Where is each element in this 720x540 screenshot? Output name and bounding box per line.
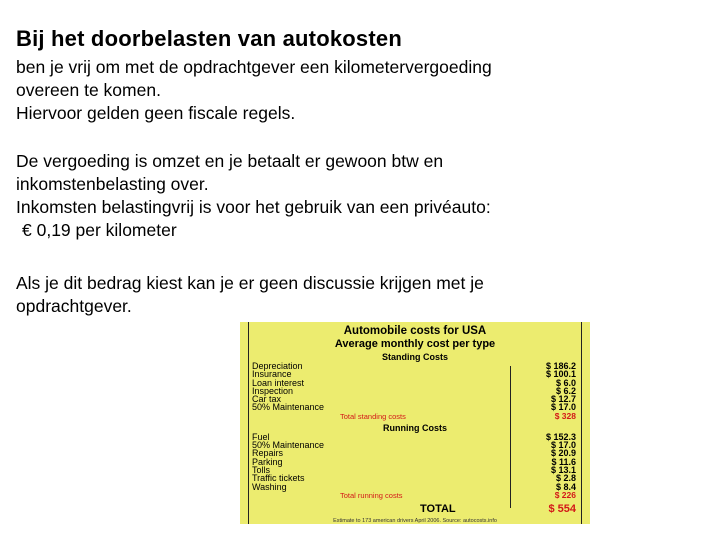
automobile-costs-table (240, 322, 590, 524)
running-costs-rows (240, 433, 590, 491)
cost-label: Traffic tickets (252, 473, 305, 484)
table-title: Automobile costs for USA (343, 325, 487, 337)
cost-label: Car tax (252, 394, 282, 405)
grid-line (510, 366, 511, 508)
table-row (240, 483, 590, 491)
rate-per-km: € 0,19 per kilometer (22, 220, 177, 240)
running-total-value: $ 226 (554, 489, 576, 500)
table-row (240, 362, 590, 370)
cost-value: $ 17.0 (550, 440, 576, 451)
cost-label: 50% Maintenance (252, 440, 325, 451)
paragraph-free-agreement (16, 56, 492, 125)
text-line: ben je vrij om met de opdrachtgever een kilometervergoeding (16, 57, 492, 77)
cost-value: $ 17.0 (550, 402, 576, 413)
running-total-row (240, 491, 590, 500)
text-line: overeen te komen. (16, 80, 161, 100)
cost-value: $ 100.1 (545, 369, 576, 380)
cost-value: $ 20.9 (550, 448, 576, 459)
cost-label: Loan interest (252, 377, 305, 388)
table-row (240, 403, 590, 411)
cost-label: Inspection (252, 385, 294, 396)
cost-value: $ 152.3 (545, 431, 576, 442)
cost-label: Insurance (252, 369, 292, 380)
standing-total-label: Total standing costs (340, 411, 406, 421)
table-row (240, 458, 590, 466)
text-line: inkomstenbelasting over. (16, 174, 209, 194)
paragraph-vat-income (16, 150, 491, 242)
slide-title: Bij het doorbelasten van autokosten (16, 26, 402, 51)
cost-label: Washing (252, 481, 287, 492)
cost-value: $ 12.7 (550, 394, 576, 405)
standing-total-row (240, 412, 590, 421)
text-line: opdrachtgever. (16, 296, 132, 316)
grand-total-label: TOTAL (420, 502, 456, 515)
cost-label: Repairs (252, 448, 284, 459)
cost-label: Parking (252, 456, 283, 467)
table-footnote: Estimate to 173 american drivers April 2006. Source: autocosts.info (333, 518, 497, 524)
text-line: Als je dit bedrag kiest kan je er geen discussie krijgen met je (16, 273, 484, 293)
table-subtitle: Average monthly cost per type (334, 338, 496, 350)
standing-total-value: $ 328 (554, 410, 576, 421)
cost-label: Fuel (252, 431, 270, 442)
grid-line (248, 322, 249, 524)
standing-costs-header: Standing Costs (381, 352, 448, 362)
table-row (240, 474, 590, 482)
running-costs-header: Running Costs (383, 422, 447, 433)
cost-label: Tolls (252, 464, 271, 475)
cost-label: Depreciation (252, 361, 303, 371)
cost-value: $ 2.8 (555, 473, 576, 484)
cost-value: $ 13.1 (550, 464, 576, 475)
cost-value: $ 6.2 (555, 385, 576, 396)
paragraph-no-discussion (16, 272, 484, 318)
text-line: Hiervoor gelden geen fiscale regels. (16, 103, 296, 123)
table-row (240, 441, 590, 449)
cost-value: $ 6.0 (555, 377, 576, 388)
table-row (240, 449, 590, 457)
table-row (240, 387, 590, 395)
grid-line (581, 322, 582, 524)
text-line: De vergoeding is omzet en je betaalt er gewoon btw en (16, 151, 444, 171)
cost-label: 50% Maintenance (252, 402, 325, 413)
cost-value: $ 186.2 (545, 361, 576, 371)
cost-value: $ 11.6 (551, 456, 576, 467)
running-total-label: Total running costs (340, 490, 403, 500)
cost-value: $ 8.4 (555, 481, 576, 492)
grand-total-value: $ 554 (548, 502, 576, 515)
standing-costs-rows (240, 362, 590, 412)
text-line: Inkomsten belastingvrij is voor het gebruik van een privéauto: (16, 197, 491, 217)
grand-total-row (240, 502, 590, 516)
